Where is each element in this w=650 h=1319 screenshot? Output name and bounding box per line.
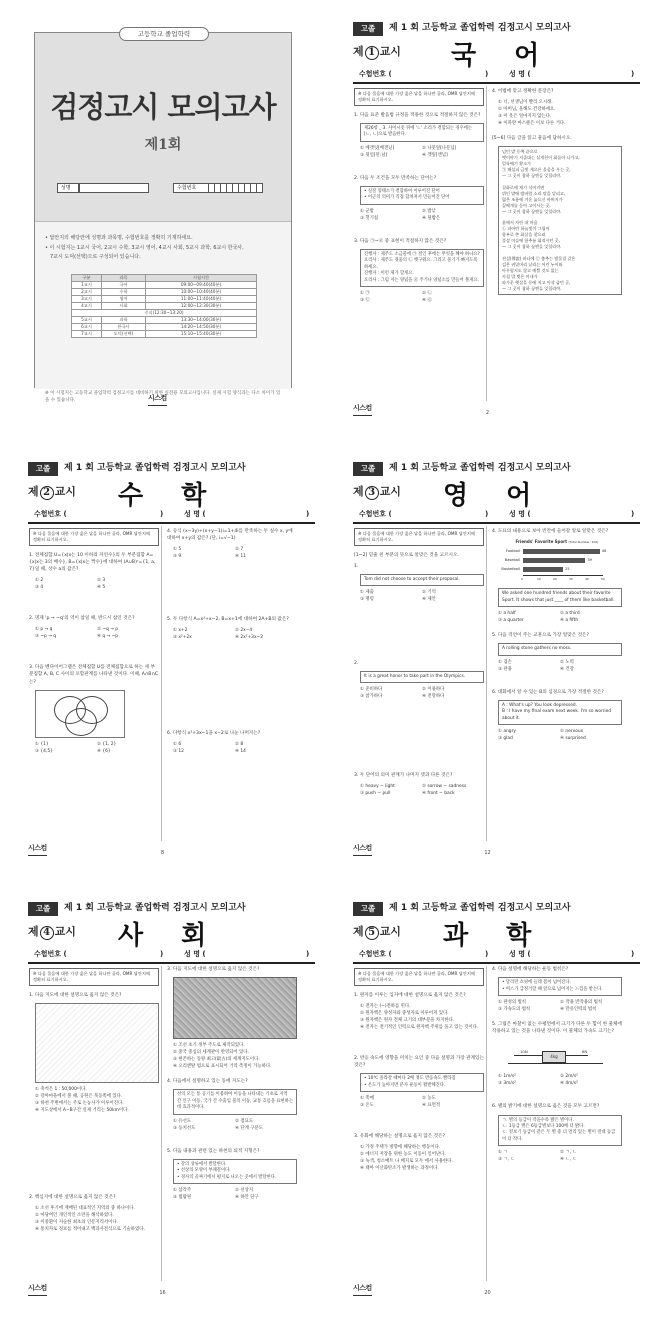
name-label: 성 명 ( <box>184 950 206 958</box>
subject-title: 과학 <box>443 921 570 951</box>
axis-tick-label: 40 <box>585 577 589 582</box>
table-row: 중식(12:30~13:20) <box>72 310 257 317</box>
id-label: 수험번호 ( <box>359 70 392 78</box>
left-column <box>29 968 159 1233</box>
table-header: 과목 <box>102 275 146 282</box>
cover-id-boxes <box>57 183 275 193</box>
options: ① 준비하다 ② 이용하다 ③ 참가하다 ④ 전망하다 <box>360 687 445 700</box>
question: 1. 전체집합 U={x|x는 10 이하의 자연수}의 두 부분집합 A={x|x는 3의 배수}, B={x|x는 짝수}에 대하여 (A∪B)ᶜ={1, a, 7}일 때, 상수 a의 값은? <box>29 552 156 572</box>
grade-badge: 고졸 <box>28 462 58 476</box>
session-label: 제 3 교시 <box>353 485 401 498</box>
name-label: 성 명 ( <box>184 510 206 518</box>
force-arrow-left <box>514 1055 542 1056</box>
options: ① x+2 ② 2x−4 ③ x²+2x ④ 2x²+3x−2 <box>173 628 264 641</box>
question-box: We asked one hundred friends about their favorite Sport. It shows that just ____ of them like basketball. <box>498 588 622 607</box>
session-label: 제 5 교시 <box>353 925 401 938</box>
question-box: Tom did not choose to accept their proposal. <box>360 574 484 586</box>
question: 5. 다음 내용과 관련 있는 하천의 퇴적 지형은? <box>167 1148 260 1154</box>
grade-badge: 고졸 <box>28 902 58 916</box>
subject-title: 영어 <box>443 481 570 511</box>
force-label: 6N <box>582 1049 588 1055</box>
x-axis <box>523 575 603 576</box>
grade-badge: 고졸 <box>353 22 383 36</box>
name-field[interactable] <box>79 183 149 193</box>
topographic-map <box>35 1003 159 1083</box>
options: ① heavy − light ② sorrow − sadness ③ push − pull ④ front − back <box>360 784 467 797</box>
candidate-row: 수험번호 ( ) 성 명 ( ) <box>34 950 310 958</box>
instruction: 7교시 도덕(선택)으로 구성되어 있습니다. <box>50 254 141 260</box>
question-box: 진행자 : 제주도 소금물에 ㉠ 절인 후에는 무엇을 해야 하나요? 요리사 : 제주도 경품의 ㉡ 햇구워요. 그리고 물기가 빠지도록 하세요. 진행자 : 이런 제가 할게요. 요리사 : 그럼 저는 양념을 ㉣ 주거나 양념소를 만들어 볼게요. <box>360 249 484 287</box>
header-rule <box>353 82 640 84</box>
instruction: • 답안지의 해당란에 성명과 과목명, 수험번호를 정확히 기재하세요. <box>45 235 193 241</box>
right-column <box>167 528 297 755</box>
question: 5. 두 다항식 A=x²+x−2, B=x+1에 대하여 2A+B의 값은? <box>167 617 289 623</box>
bar-label: Football <box>505 549 520 554</box>
name-label: 성 명 ( <box>509 510 531 518</box>
id-label: 수험번호 ( <box>34 950 67 958</box>
page-social <box>0 880 325 1319</box>
column-divider <box>161 966 162 1281</box>
question: 6. 다항식 x³+3x−1을 x−2로 나눈 나머지는? <box>167 730 261 736</box>
grade-badge: 고졸 <box>353 902 383 916</box>
question-box: 제26항 _ 3. 사이시옷 뒤에 'ㄴ' 소리가 결합되는 경우에는 [ㄴ, ㄴ]으로 발음한다. <box>360 123 484 142</box>
page-number: 12 <box>484 850 491 856</box>
cover-subtitle: 제1회 <box>144 137 182 153</box>
publisher-logo: 시스컴 <box>353 404 372 416</box>
options: ① p → q ② ~q → p ③ ~p → q ④ q → ~p <box>35 627 119 640</box>
omr-note: ※ 다음 물음에 대한 가장 옳은 답을 하나만 골라, OMR 답안지에 정확히 표기하시오. <box>354 968 484 986</box>
options: ① a half ② a third ③ a quarter ④ a fifth <box>498 610 580 624</box>
options: ① 관성의 법칙 ② 작용 반작용의 법칙 ③ 가속도의 법칙 ④ 만유인력의 법칙 <box>498 999 603 1013</box>
axis-tick-label: 0 <box>521 577 523 582</box>
bar <box>523 549 600 554</box>
left-column <box>354 88 484 304</box>
options: ① 가정 주택가 방향에 해당하는 행동이다. ② 에너지 저장을 위한 농도 이동이 일어난다. ③ 녹색, 청소매트 나 배지로 모두 에서 사용한다. ④ 태아 이산화탄소가 발생하는 과정이다. <box>360 1145 453 1172</box>
omr-note: ※ 다음 물음에 대한 가장 옳은 답을 하나만 골라, OMR 답안지에 정확히 표기하시오. <box>29 528 159 546</box>
question: 3. 다음 지도에 대한 설명으로 옳지 않은 것은? <box>167 967 260 972</box>
session-label: 제 1 교시 <box>353 45 401 58</box>
question-box: • 강의 상류에서 발달한다. • 선상의 모양이 부채꼴이다. • 경사의 골짜기에서 평지로 나오는 곳에서 발달한다. <box>173 1159 297 1184</box>
table-header: 시험시간 <box>146 275 257 282</box>
page-title: 제 1 회 고등학교 졸업학력 검정고시 모의고사 <box>389 23 571 33</box>
grade-badge: 고졸 <box>353 462 383 476</box>
cover-header <box>35 30 291 221</box>
cover-instructions <box>45 234 283 263</box>
right-column <box>167 966 297 1201</box>
id-label: 수험번호 ( <box>34 510 67 518</box>
id-label: 수험번호 ( <box>359 950 392 958</box>
candidate-row: 수험번호 ( ) 성 명 ( ) <box>34 510 310 518</box>
page-number: 8 <box>160 850 165 856</box>
options: ① 조선 초기 정부 주도로 제작되었다. ② 중국 중심의 세계관이 반영되어 있다. ③ 현존하는 동양 최고(最古)의 세계지도이다. ④ 오리엔탈 범으로 표시되어 거리 측정이 가능하다. <box>173 1043 272 1070</box>
options: ① 소선 후기에 재배된 대표적인 지역의 중 하나이다. ② 마당여인 개인적인 소란을 해석하였다. ③ 이중환이 저술한 최초의 인문지리서이다. ④ 통치자로 정보를 적어내고 백과사전식으로 기술하였다. <box>35 1206 145 1233</box>
candidate-row: 수험번호 ( ) 성 명 ( ) <box>359 510 635 518</box>
name-label: 성명 <box>57 183 79 193</box>
question: 3. 다음 ㉠~㉣ 중 표현이 적절하지 않은 것은? <box>354 238 447 244</box>
publisher-logo: 시스컴 <box>28 1284 47 1296</box>
header-rule <box>353 962 640 964</box>
options: ① 겸손 ② 노력 ③ 관용 ④ 건강 <box>498 659 574 672</box>
subject-title: 사회 <box>118 921 245 951</box>
publisher-logo: 시스컴 <box>353 844 372 856</box>
bar <box>523 567 563 572</box>
id-label: 수험번호 <box>173 183 209 193</box>
options: ① {1} ② {1, 2} ③ {4,5} ④ {6} <box>35 741 117 754</box>
question: 2. 다음 두 조건을 모두 만족하는 단어는? <box>354 175 437 181</box>
cover-note: ※ 이 시험지는 고등학교 졸업학력 검정고시를 대비하기 위한 실전용 모의고사입니다. 실제 시험 양식과는 다소 차이가 있을 수 있습니다. <box>45 391 281 404</box>
bar-chart <box>498 539 616 585</box>
page-korean <box>325 0 650 440</box>
question: 1. 다음 표준 발음법 규정을 적용한 것으로 적절하지 않은 것은? <box>354 112 481 118</box>
question-box: 선의 모든 통 공기를 이용하여 이동을 나타내는 기초로 지역 간 인구 이동, 국가 간 수출입 물의 이동, 교통 흐름을 표현하는 데 효과적이다. <box>173 1089 297 1114</box>
question: 4. 다음 설명에 해당하는 운동 법칙은? <box>492 967 569 972</box>
omr-note: ※ 다음 물음에 대한 가장 옳은 답을 하나만 골라, OMR 답안지에 정확히 표기하시오. <box>354 88 484 106</box>
venn-diagram <box>35 690 125 738</box>
header-rule <box>28 522 315 524</box>
bar-label: Basketball <box>501 567 520 572</box>
bar-value: 39 <box>587 558 592 563</box>
options: ① 유선도 ② 점묘도 ③ 등치선도 ④ 단계 구분도 <box>173 1118 263 1131</box>
omr-note: ※ 다음 물음에 대한 가장 옳은 답을 하나만 골라, OMR 답안지에 정확히 표기하시오. <box>354 528 484 546</box>
question-box: It is a great honor to take part in the Olympics. <box>360 671 484 683</box>
left-column <box>29 528 159 755</box>
column-divider <box>486 526 487 841</box>
axis-tick-label: 50 <box>601 577 605 582</box>
historic-world-map <box>173 977 297 1039</box>
options: ① 제출 ② 기억 ③ 명령 ④ 제안 <box>360 590 436 603</box>
subject-title: 국어 <box>451 41 578 71</box>
page-number: 16 <box>159 1290 166 1296</box>
bar-value: 48 <box>601 549 607 554</box>
options: ① 전자는 (−)전하를 띤다. ② 원자핵은 양성자와 중성자로 이루어져 있다. ③ 원자핵은 원자 전체 크기의 대부분을 차지한다. ④ 전자는 전기적인 인력으로 원자핵 주위를 돌고 있는 것이다. <box>360 1003 479 1030</box>
publisher-logo: 시스컴 <box>353 1284 372 1296</box>
page-number: 2 <box>485 410 490 416</box>
table-row: 6교시 한국사 14:20~14:50(30분) <box>72 324 257 331</box>
question: 1. 원자를 이루는 입자에 대한 설명으로 옳지 않은 것은? <box>354 992 466 998</box>
options: ① 2 ② 3 ③ 4 ④ 5 <box>35 578 106 591</box>
header-rule <box>28 962 315 964</box>
question: 3. 유화에 해당하는 설명으로 옳지 않은 것은? <box>354 1134 446 1140</box>
options: ① 군밤 ② 밤낮 ③ 헛기침 ④ 덮밥은 <box>360 208 441 221</box>
options: ① angry ② nervous ③ glad ④ surprised <box>498 729 586 742</box>
instruction: • 이 시험지는 1교시 국어, 2교시 수학, 3교시 영어, 4교시 사회, 5교시 과학, 6교시 한국사, <box>45 244 244 251</box>
publisher-logo: 시스컴 <box>28 844 47 856</box>
bar-label: Baseball <box>504 558 520 563</box>
question-box: • 실질 형태소가 결합하여 이루어진 단어 • 어근의 의미가 직접 합쳐져서 만들어진 단어 <box>360 186 484 205</box>
question: 6. 대화에서 알 수 있는 B의 심경으로 가장 적절한 것은? <box>492 689 604 695</box>
x-axis-ticks <box>523 577 603 582</box>
options: ① 베갯잇[베갠닏] ② 나뭇잎[나문닙] ③ 뒷일[뒨ː닐] ④ 깻잎[깬닙] <box>360 145 457 158</box>
question: 6. 별의 밝기에 대한 설명으로 옳은 것을 모두 고르면? <box>492 1104 600 1110</box>
question-box: • 10℃ 올라갈 때마다 2배 정도 반응속도 빨라짐 • 온도가 높아지면 분자 운동이 활발해진다. <box>360 1073 484 1092</box>
question-group-header: [1~2] 밑줄 친 부분의 뜻으로 알맞은 것을 고르시오. <box>354 552 459 558</box>
poem-box: 넘던 밭 동쪽 끝으로 옛이야기 지줄대는 실개천이 휘돌아 나가고, 얼룩배기 황소가 ㉠ 해설피 금빛 게으른 울음을 우는 곳, — 그 곳이 참하 꿈엔들 잊힐리야. 질화로에 재가 식어지면 뷔인 밭에 밤바람 소리 말을 달리고, 엷은 조름에 겨운 늙으신 아버지가 짚베개를 돋아 고이시는 곳, — 그 곳이 참하 꿈엔들 잊힐리야. 흙에서 자란 내 마음 ㉡ 파아란 하늘빛이 그립어 함부로 쏜 화살을 찾으러 풀섶 이슬에 함추름 휘적시던 곳, — 그 곳이 참하 꿈엔들 잊힐리야. 전설(傳說) 바다에 ㉢ 춤추는 밤물결 같은 검은 귀밑머리 날리는 어린 누이와 아무렇지도 않고 예쁠 것도 없는 사철 발 벗은 아내가 따가운 햇살을 등에 지고 이삭 줍던 곳, — 그 곳이 참하 꿈엔들 잊힐리야. <box>498 146 622 294</box>
page-math <box>0 440 325 880</box>
session-label: 제 2 교시 <box>28 485 76 498</box>
floor-line <box>508 1063 603 1064</box>
axis-tick-label: 20 <box>553 577 557 582</box>
table-row: 4교시 사회 12:00~12:30(30분) <box>72 303 257 310</box>
right-column <box>492 966 622 1163</box>
question: 4. 어법에 맞고 정확한 문장은? <box>492 89 554 94</box>
name-label: 성 명 ( <box>509 70 531 78</box>
column-divider <box>486 966 487 1281</box>
table-row: 2교시 수학 10:00~10:40(40분) <box>72 289 257 296</box>
table-header: 구분 <box>72 275 102 282</box>
cover-page <box>0 0 325 440</box>
schedule-table <box>71 274 257 338</box>
question: 1. 다음 지도에 대한 설명으로 옳지 않은 것은? <box>29 992 122 998</box>
chart-title: Friends' Favorite Sport (Total Number: 100) <box>515 539 599 545</box>
page-science <box>325 880 650 1319</box>
question-number: 1. <box>354 563 359 569</box>
page-title: 제 1 회 고등학교 졸업학력 검정고시 모의고사 <box>64 463 246 473</box>
page-title: 제 1 회 고등학교 졸업학력 검정고시 모의고사 <box>64 903 246 913</box>
axis-tick-label: 30 <box>569 577 573 582</box>
id-field[interactable] <box>209 183 263 193</box>
options: ① ㉠ ② ㉡ ③ ㉢ ④ ㉣ <box>360 291 432 304</box>
candidate-row: 수험번호 ( ) 성 명 ( ) <box>359 950 635 958</box>
mass-block: 4kg <box>542 1051 566 1063</box>
column-divider <box>486 86 487 401</box>
question: 4. 다음에서 설명하고 있는 동에 지도는? <box>167 1079 248 1085</box>
table-row: 7교시 도덕(선택) 15:10~15:40(30분) <box>72 331 257 338</box>
force-diagram <box>498 1039 608 1069</box>
header-rule <box>353 522 640 524</box>
subject-title: 수학 <box>118 481 245 511</box>
question-box: A : What's up? You look depressed. B : I have my final exam next week. I'm so worried about it. <box>498 700 622 725</box>
cover-title: 검정고시 모의고사 <box>50 90 276 124</box>
page-number: 20 <box>484 1290 491 1296</box>
options: ① 너, 선생님이 빨리 오시래. ② 아버님, 올해도 건강하세요. ③ 이 옷은 얼마지지 않는다. ④ 이파란 마스클은 이보 다른 거다. <box>498 100 566 127</box>
question-box: ㄱ. 별의 등급이 작을수록 밝은 별이다. ㄴ. 1등급 별은 6등급별보다 100배 더 밝다. ㄷ. 겉보기 등급이 같은 두 별 중 더 멀리 있는 별이 절대 등급이 더 작다. <box>498 1115 622 1147</box>
options: ① ㄱ ② ㄱ, ㄴ ③ ㄱ, ㄷ ④ ㄴ, ㄷ <box>498 1150 577 1163</box>
id-label: 수험번호 ( <box>359 510 392 518</box>
question: 5. 다음 격언이 주는 교훈으로 가장 알맞은 것은? <box>492 633 589 639</box>
axis-tick-label: 10 <box>537 577 541 582</box>
options: ① 5 ② 7 ③ 9 ④ 11 <box>173 547 246 560</box>
page-english <box>325 440 650 880</box>
question: 4. 등식 (x−3y)+(x+y−1)i=1+4i를 만족하는 두 실수 x, y에 대하여 x+y의 값은? (단, i=√−1) <box>167 529 293 542</box>
table-row: 3교시 영어 11:00~11:40(40분) <box>72 296 257 303</box>
page-title: 제 1 회 고등학교 졸업학력 검정고시 모의고사 <box>389 903 571 913</box>
question-box: A rolling stone gathers no moss. <box>498 643 622 655</box>
question: 2. 핵심지에 대한 설명으로 옳지 않은 것은? <box>29 1195 116 1201</box>
page-title: 제 1 회 고등학교 졸업학력 검정고시 모의고사 <box>389 463 571 473</box>
question: 5. 그림은 마찰이 없는 수평면에서 크기가 다른 두 힘이 한 물체에 작용하고 있는 것을 나타낸 것이다. 이 물체의 가속도 크기는? <box>492 1022 622 1035</box>
force-arrow-right <box>566 1055 588 1056</box>
options: ① 삼각주 ② 선상지 ③ 범람원 ④ 하안 단구 <box>173 1188 259 1201</box>
options: ① 축척은 1 : 50,000이다. ② 강아마을에서 볼 때, 공원은 북동쪽에 있다. ③ 하천 주변에서는 주로 논농사가 이루어진다. ④ 지도상에서 A−B구간 실제 거리는 50km이다. <box>35 1086 129 1113</box>
omr-note: ※ 다음 물음에 대한 가장 옳은 답을 하나만 골라, OMR 답안지에 정확히 표기하시오. <box>29 968 159 986</box>
session-label: 제 4 교시 <box>28 925 76 938</box>
set-c-circle <box>65 708 97 736</box>
question: 3. 다음 벤다이어그램은 전체집합 U를 전체집합으로 하는 세 부분집합 A, B, C 사이의 포함관계를 나타낸 것이다. 이때, A∩B∩C는? <box>29 665 159 685</box>
right-column <box>492 528 622 742</box>
question: 4. 도표의 내용으로 보아 빈칸에 들어갈 알로 알맞은 것은? <box>492 529 609 534</box>
column-divider <box>161 526 162 841</box>
right-column <box>492 88 622 298</box>
table-row: 5교시 과학 13:30~14:00(30분) <box>72 317 257 324</box>
question-number: 2. <box>354 660 359 666</box>
bar <box>523 558 585 563</box>
cover-badge: 고등학교 졸업학력 <box>119 27 209 41</box>
options: ① 1m/s² ② 2m/s² ③ 3m/s² ④ 4m/s² <box>498 1074 578 1087</box>
table-row: 1교시 국어 09:00~09:40(40분) <box>72 282 257 289</box>
publisher-logo: 시스컴 <box>148 394 167 406</box>
options: ① 촉매 ② 농도 ③ 온도 ④ 표면적 <box>360 1096 441 1109</box>
bar-value: 25 <box>565 567 570 572</box>
question: 2. 반응 속도에 영향을 미치는 요인 중 다음 설명과 가장 관계있는 것은? <box>354 1056 484 1069</box>
force-label: 10N <box>520 1049 528 1055</box>
options: ① 6 ② 8 ③ 12 ④ 14 <box>173 741 246 754</box>
question: 3. 두 단어의 의미 관계가 나머지 셋과 다른 것은? <box>354 773 453 779</box>
left-column <box>354 528 484 797</box>
question: 2. 명제 'p → ~q'의 역이 참일 때, 반드시 참인 것은? <box>29 616 135 622</box>
question-group-header: [5~6] 다음 글을 읽고 물음에 답하시오. <box>492 136 572 142</box>
left-column <box>354 968 484 1173</box>
name-label: 성 명 ( <box>509 950 531 958</box>
candidate-row: 수험번호 ( ) 성 명 ( ) <box>359 70 635 78</box>
question-box: • 달리던 쇼핑에 들레 몸이 넘어진다. • 버스가 급정거할 때 앞으로 넘어지는 느낌을 받는다. <box>498 977 622 996</box>
